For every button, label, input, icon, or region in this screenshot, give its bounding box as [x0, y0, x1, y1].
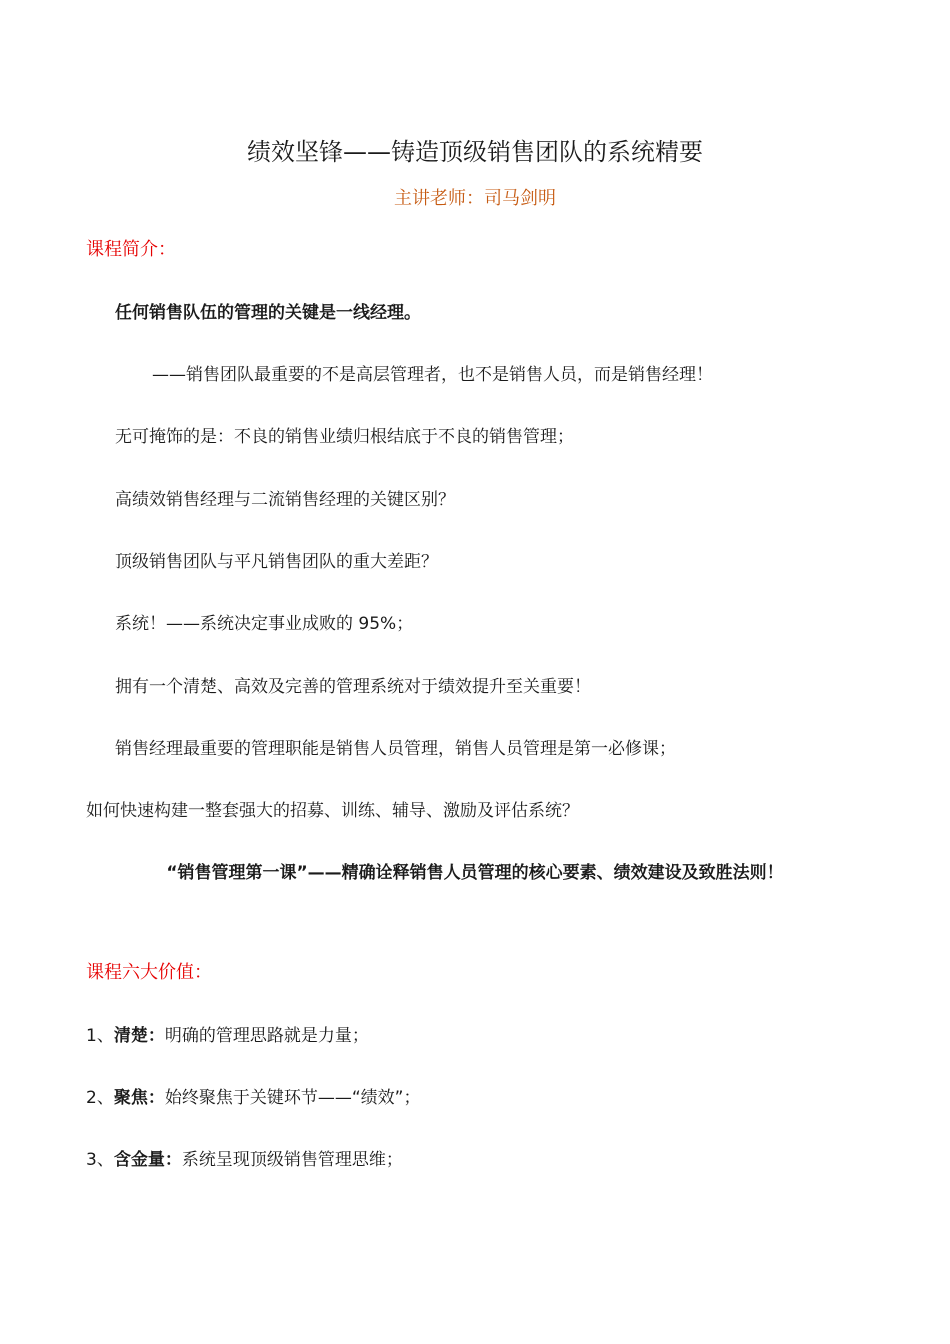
- intro-line: 如何快速构建一整套强大的招募、训练、辅导、激励及评估系统？: [86, 801, 579, 821]
- value-item-key: 清楚：: [113, 1026, 165, 1046]
- intro-line: ——销售团队最重要的不是高层管理者，也不是销售人员，而是销售经理！: [152, 365, 713, 385]
- intro-heading: 课程简介：: [86, 239, 176, 260]
- lecturer-line: 主讲老师：司马剑明: [394, 188, 556, 209]
- intro-line: 拥有一个清楚、高效及完善的管理系统对于绩效提升至关重要！: [115, 677, 591, 697]
- intro-line: 顶级销售团队与平凡销售团队的重大差距？: [115, 552, 438, 572]
- value-item: [86, 1024, 369, 1048]
- value-item-text: 系统呈现顶级销售管理思维；: [181, 1150, 403, 1170]
- intro-line: 销售经理最重要的管理职能是销售人员管理，销售人员管理是第一必修课；: [115, 739, 676, 759]
- values-heading: 课程六大价值：: [86, 962, 212, 983]
- value-item-text: 始终聚焦于关键环节——“绩效”；: [164, 1088, 421, 1108]
- value-item-key: 聚焦：: [113, 1088, 165, 1108]
- intro-line: 系统！——系统决定事业成败的 95%；: [115, 614, 414, 634]
- intro-line: 任何销售队伍的管理的关键是一线经理。: [115, 303, 421, 323]
- value-item-key: 含金量：: [113, 1150, 182, 1170]
- value-item-number: 2、: [86, 1088, 114, 1108]
- value-item: [86, 1148, 403, 1172]
- value-item-number: 1、: [86, 1026, 114, 1046]
- intro-tagline: “销售管理第一课”——精确诠释销售人员管理的核心要素、绩效建设及致胜法则！: [166, 863, 784, 883]
- intro-line: 无可掩饰的是：不良的销售业绩归根结底于不良的销售管理；: [115, 427, 574, 447]
- intro-line: 高绩效销售经理与二流销售经理的关键区别？: [115, 490, 455, 510]
- value-item-number: 3、: [86, 1150, 114, 1170]
- document-title: 绩效坚锋——铸造顶级销售团队的系统精要: [247, 138, 703, 166]
- value-item-text: 明确的管理思路就是力量；: [164, 1026, 369, 1046]
- value-item: [86, 1086, 420, 1110]
